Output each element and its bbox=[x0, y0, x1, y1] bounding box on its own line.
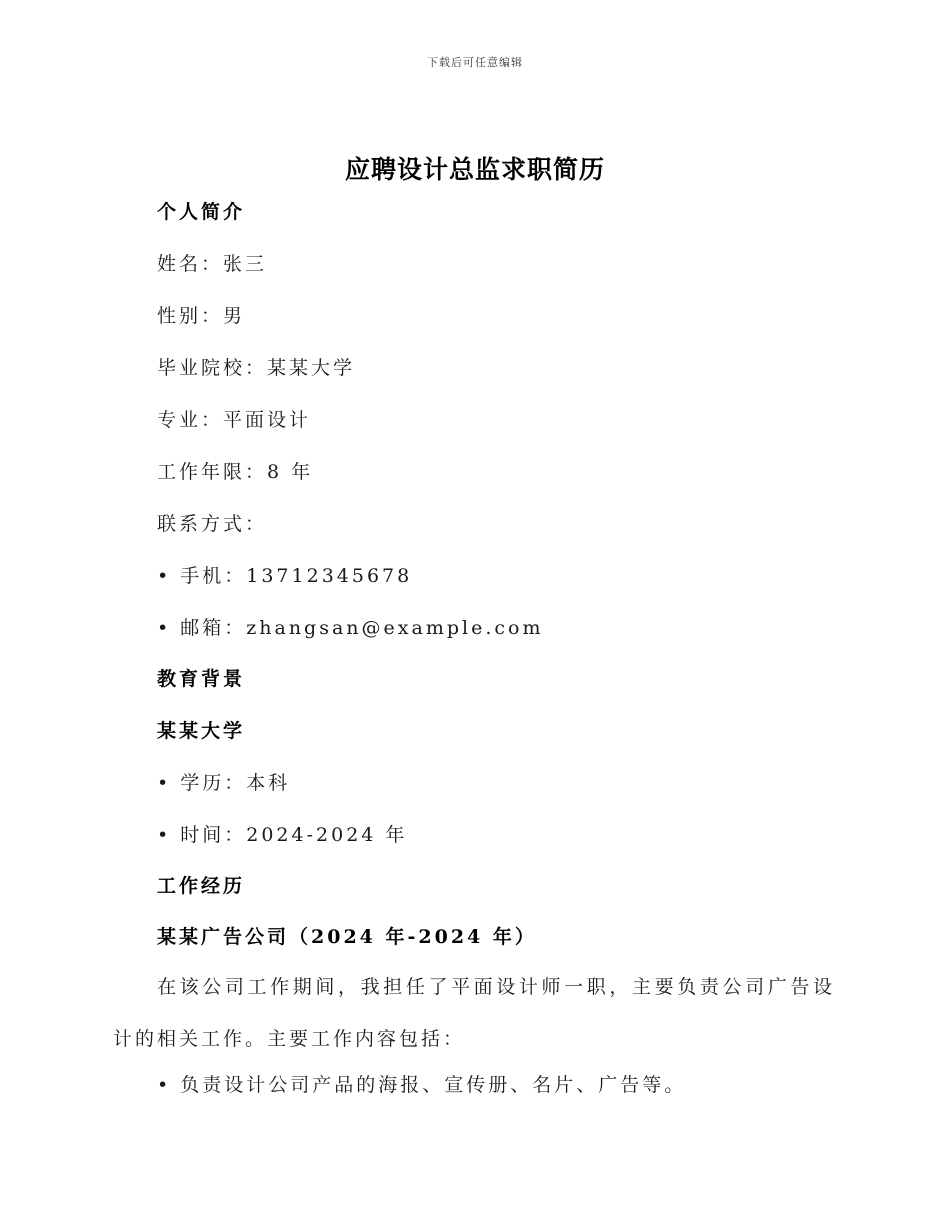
profile-school: 毕业院校：某某大学 bbox=[157, 357, 356, 379]
section-heading-profile: 个人简介 bbox=[157, 201, 246, 223]
profile-years: 工作年限：8 年 bbox=[157, 461, 314, 483]
contact-phone: • 手机：13712345678 bbox=[157, 565, 413, 587]
document-title: 应聘设计总监求职简历 bbox=[344, 155, 605, 184]
education-degree: • 学历：本科 bbox=[157, 772, 291, 794]
education-school: 某某大学 bbox=[157, 720, 246, 742]
profile-gender: 性别：男 bbox=[157, 305, 246, 327]
education-time: • 时间：2024-2024 年 bbox=[157, 824, 408, 846]
section-heading-education: 教育背景 bbox=[157, 668, 246, 690]
profile-name: 姓名：张三 bbox=[157, 253, 268, 275]
contact-email: • 邮箱：zhangsan@example.com bbox=[157, 617, 544, 639]
profile-major: 专业：平面设计 bbox=[157, 409, 312, 431]
page-header-note: 下载后可任意编辑 bbox=[427, 56, 523, 69]
profile-contact-label: 联系方式： bbox=[157, 513, 268, 535]
work-description-paragraph: 在该公司工作期间，我担任了平面设计师一职，主要负责公司广告设计的相关工作。主要工作内容包括： bbox=[113, 976, 835, 1050]
work-company: 某某广告公司（2024 年-2024 年） bbox=[157, 926, 537, 948]
work-bullet-item: • 负责设计公司产品的海报、宣传册、名片、广告等。 bbox=[157, 1074, 687, 1096]
section-heading-work: 工作经历 bbox=[157, 875, 246, 897]
